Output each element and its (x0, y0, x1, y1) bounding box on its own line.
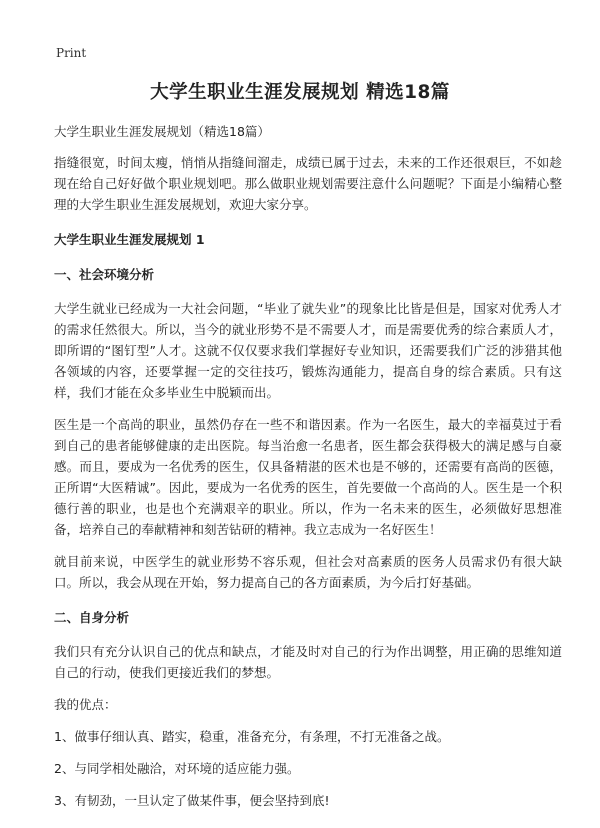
strengths-label: 我的优点： (54, 697, 117, 712)
document-body (54, 121, 562, 822)
heading-plan-1: 大学生职业生涯发展规划 1 (54, 232, 205, 247)
strength-item-1: 1、做事仔细认真、踏实，稳重，准备充分，有条理，不打无准备之战。 (54, 729, 450, 744)
social-paragraph-3: 就目前来说，中医学生的就业形势不容乐观，但社会对高素质的医务人员需求仍有很大缺口。所以，我会从现在开始，努力提高自己的各方面素质，为今后打好基础。 (54, 554, 562, 590)
document-subtitle: 大学生职业生涯发展规划（精选18篇） (54, 124, 270, 139)
print-label[interactable]: Print (56, 46, 87, 60)
social-paragraph-2: 医生是一个高尚的职业，虽然仍存在一些不和谐因素。作为一名医生，最大的幸福莫过于看到自己的患者能够健康的走出医院。每当治愈一名患者，医生都会获得极大的满足感与自豪感。而且，要成为一名优秀的医生，仅具备精湛的医术也是不够的，还需要有高尚的医德，正所谓“大医精诚”。因此，要成为一名优秀的医生，首先要做一个高尚的人。医生是一个积德行善的职业，也是也个充满艰辛的职业。所以，作为一名未来的医生，必须做好思想准备，培养自己的奉献精神和刻苦钻研的精神。我立志成为一名好医生！ (54, 417, 562, 537)
social-paragraph-1: 大学生就业已经成为一大社会问题，“毕业了就失业”的现象比比皆是但是，国家对优秀人才的需求任然很大。所以，当今的就业形势不是不需要人才，而是需要优秀的综合素质人才，即所谓的“图钉型”人才。这就不仅仅要求我们掌握好专业知识，还需要我们广泛的涉猎其他各领域的内容，还要掌握一定的交往技巧，锻炼沟通能力，提高自身的综合素质。只有这样，我们才能在众多毕业生中脱颖而出。 (54, 301, 562, 400)
section-title-self: 二、自身分析 (54, 610, 130, 625)
self-paragraph-1: 我们只有充分认识自己的优点和缺点，才能及时对自己的行为作出调整，用正确的思维知道自己的行动，使我们更接近我们的梦想。 (54, 644, 562, 680)
section-title-social: 一、社会环境分析 (54, 267, 155, 282)
strength-item-2: 2、与同学相处融洽，对环境的适应能力强。 (54, 761, 300, 776)
intro-paragraph: 指缝很宽，时间太瘦，悄悄从指缝间溜走，成绩已属于过去，未来的工作还很艰巨，不如趁现在给自己好好做个职业规划吧。那么做职业规划需要注意什么问题呢？下面是小编精心整理的大学生职业生涯发展规划，欢迎大家分享。 (54, 155, 562, 212)
document-title: 大学生职业生涯发展规划 精选18篇 (150, 82, 450, 103)
strength-item-3: 3、有韧劲，一旦认定了做某件事，便会坚持到底! (54, 793, 330, 808)
